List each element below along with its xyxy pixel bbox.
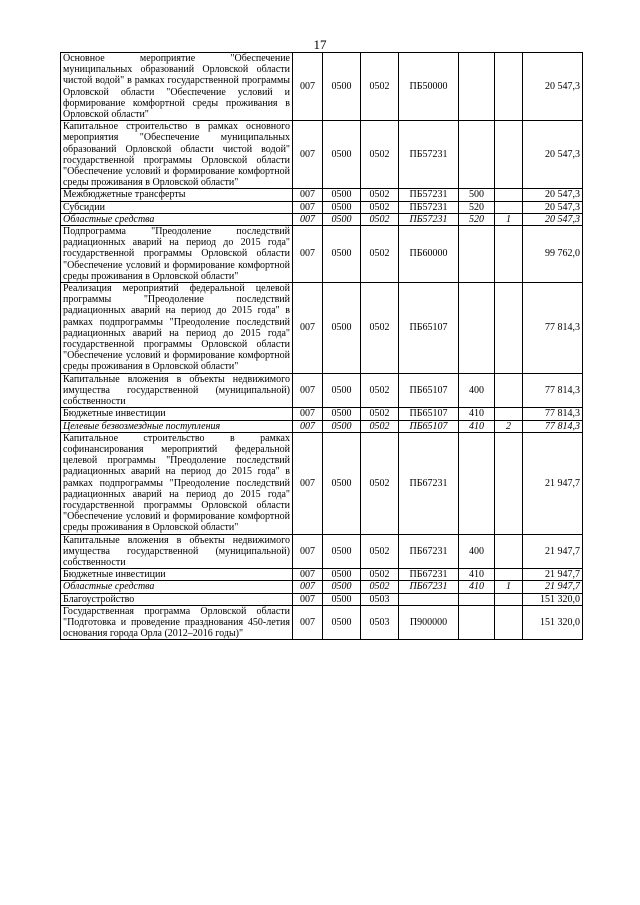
section-code-cell: 0500	[323, 226, 361, 283]
target-article-cell: ПБ50000	[399, 53, 459, 121]
expense-type-cell: 410	[459, 581, 495, 593]
row-name-cell: Областные средства	[61, 213, 293, 225]
subsection-code-cell: 0502	[361, 534, 399, 569]
target-article-cell: ПБ67231	[399, 581, 459, 593]
source-code-cell	[495, 226, 523, 283]
expense-type-cell	[459, 121, 495, 189]
budget-table-body	[61, 53, 583, 640]
section-code-cell: 0500	[323, 189, 361, 201]
table-row	[61, 213, 583, 225]
amount-cell: 77 814,3	[523, 420, 583, 432]
section-code-cell: 0500	[323, 432, 361, 534]
amount-cell: 20 547,3	[523, 189, 583, 201]
amount-cell: 21 947,7	[523, 534, 583, 569]
expense-type-cell	[459, 432, 495, 534]
ministry-code-cell: 007	[293, 283, 323, 374]
source-code-cell	[495, 373, 523, 408]
target-article-cell: ПБ60000	[399, 226, 459, 283]
section-code-cell: 0500	[323, 408, 361, 420]
subsection-code-cell: 0502	[361, 408, 399, 420]
section-code-cell: 0500	[323, 420, 361, 432]
row-name-cell: Капитальные вложения в объекты недвижимого имущества государственной (муниципальной) собственности	[61, 534, 293, 569]
amount-cell: 21 947,7	[523, 432, 583, 534]
subsection-code-cell: 0502	[361, 201, 399, 213]
source-code-cell	[495, 408, 523, 420]
source-code-cell	[495, 605, 523, 640]
section-code-cell: 0500	[323, 593, 361, 605]
subsection-code-cell: 0502	[361, 581, 399, 593]
ministry-code-cell: 007	[293, 121, 323, 189]
target-article-cell: ПБ65107	[399, 373, 459, 408]
source-code-cell	[495, 121, 523, 189]
row-name-cell: Капитальное строительство в рамках софинансирования мероприятий федеральной целевой программы "Преодоление последствий радиационных аварий на период до 2015 года" в рамках подпрограммы "Преодоление последствий радиационных аварий на период до 2015 года" государственной программы Орловской области "Обеспечение условий и формирование комфортной среды проживания в Орловской области"	[61, 432, 293, 534]
table-row	[61, 408, 583, 420]
expense-type-cell	[459, 53, 495, 121]
expense-type-cell: 400	[459, 534, 495, 569]
table-row	[61, 581, 583, 593]
section-code-cell: 0500	[323, 121, 361, 189]
expense-type-cell	[459, 593, 495, 605]
table-row	[61, 569, 583, 581]
source-code-cell	[495, 283, 523, 374]
subsection-code-cell: 0502	[361, 283, 399, 374]
source-code-cell	[495, 53, 523, 121]
target-article-cell: ПБ65107	[399, 408, 459, 420]
target-article-cell: П900000	[399, 605, 459, 640]
target-article-cell: ПБ67231	[399, 432, 459, 534]
table-row	[61, 226, 583, 283]
subsection-code-cell: 0502	[361, 121, 399, 189]
table-row	[61, 605, 583, 640]
subsection-code-cell: 0502	[361, 189, 399, 201]
ministry-code-cell: 007	[293, 420, 323, 432]
table-row	[61, 283, 583, 374]
page-number: 17	[313, 37, 327, 52]
row-name-cell: Основное мероприятие "Обеспечение муниципальных образований Орловской области чистой водой" в рамках государственной программы Орловской области "Обеспечение условий и формирование комфортной среды проживания в Орловской области"	[61, 53, 293, 121]
source-code-cell	[495, 569, 523, 581]
target-article-cell: ПБ67231	[399, 569, 459, 581]
amount-cell: 20 547,3	[523, 213, 583, 225]
table-row	[61, 593, 583, 605]
ministry-code-cell: 007	[293, 201, 323, 213]
amount-cell: 77 814,3	[523, 283, 583, 374]
ministry-code-cell: 007	[293, 408, 323, 420]
row-name-cell: Областные средства	[61, 581, 293, 593]
source-code-cell	[495, 593, 523, 605]
ministry-code-cell: 007	[293, 569, 323, 581]
source-code-cell	[495, 189, 523, 201]
subsection-code-cell: 0503	[361, 593, 399, 605]
section-code-cell: 0500	[323, 373, 361, 408]
row-name-cell: Благоустройство	[61, 593, 293, 605]
row-name-cell: Государственная программа Орловской области "Подготовка и проведение празднования 450-летия основания города Орла (2012–2016 годы)"	[61, 605, 293, 640]
subsection-code-cell: 0502	[361, 226, 399, 283]
source-code-cell: 1	[495, 581, 523, 593]
ministry-code-cell: 007	[293, 213, 323, 225]
amount-cell: 151 320,0	[523, 593, 583, 605]
amount-cell: 99 762,0	[523, 226, 583, 283]
expense-type-cell: 410	[459, 408, 495, 420]
table-row	[61, 373, 583, 408]
ministry-code-cell: 007	[293, 226, 323, 283]
row-name-cell: Подпрограмма "Преодоление последствий радиационных аварий на период до 2015 года" государственной программы Орловской области "Обеспечение условий и формирование комфортной среды проживания в Орловской области"	[61, 226, 293, 283]
ministry-code-cell: 007	[293, 53, 323, 121]
table-row	[61, 201, 583, 213]
ministry-code-cell: 007	[293, 593, 323, 605]
row-name-cell: Межбюджетные трансферты	[61, 189, 293, 201]
subsection-code-cell: 0502	[361, 373, 399, 408]
amount-cell: 77 814,3	[523, 373, 583, 408]
row-name-cell: Капитальное строительство в рамках основного мероприятия "Обеспечение муниципальных образований Орловской области чистой водой" государственной программы Орловской области "Обеспечение условий и формирование комфортной среды проживания в Орловской области"	[61, 121, 293, 189]
table-row	[61, 189, 583, 201]
source-code-cell	[495, 201, 523, 213]
row-name-cell: Бюджетные инвестиции	[61, 408, 293, 420]
subsection-code-cell: 0502	[361, 432, 399, 534]
ministry-code-cell: 007	[293, 189, 323, 201]
amount-cell: 21 947,7	[523, 569, 583, 581]
source-code-cell: 2	[495, 420, 523, 432]
amount-cell: 20 547,3	[523, 201, 583, 213]
amount-cell: 20 547,3	[523, 53, 583, 121]
subsection-code-cell: 0502	[361, 569, 399, 581]
amount-cell: 77 814,3	[523, 408, 583, 420]
ministry-code-cell: 007	[293, 581, 323, 593]
table-row	[61, 121, 583, 189]
table-row	[61, 534, 583, 569]
expense-type-cell: 520	[459, 201, 495, 213]
subsection-code-cell: 0503	[361, 605, 399, 640]
ministry-code-cell: 007	[293, 534, 323, 569]
subsection-code-cell: 0502	[361, 213, 399, 225]
target-article-cell	[399, 593, 459, 605]
row-name-cell: Бюджетные инвестиции	[61, 569, 293, 581]
expense-type-cell: 500	[459, 189, 495, 201]
section-code-cell: 0500	[323, 283, 361, 374]
source-code-cell: 1	[495, 213, 523, 225]
expense-type-cell: 400	[459, 373, 495, 408]
target-article-cell: ПБ57231	[399, 189, 459, 201]
row-name-cell: Целевые безвозмездные поступления	[61, 420, 293, 432]
section-code-cell: 0500	[323, 213, 361, 225]
expense-type-cell	[459, 226, 495, 283]
section-code-cell: 0500	[323, 534, 361, 569]
expense-type-cell: 410	[459, 420, 495, 432]
subsection-code-cell: 0502	[361, 53, 399, 121]
target-article-cell: ПБ65107	[399, 283, 459, 374]
table-row	[61, 53, 583, 121]
ministry-code-cell: 007	[293, 432, 323, 534]
section-code-cell: 0500	[323, 201, 361, 213]
table-row	[61, 420, 583, 432]
row-name-cell: Субсидии	[61, 201, 293, 213]
section-code-cell: 0500	[323, 581, 361, 593]
target-article-cell: ПБ57231	[399, 121, 459, 189]
expense-type-cell: 520	[459, 213, 495, 225]
ministry-code-cell: 007	[293, 605, 323, 640]
amount-cell: 21 947,7	[523, 581, 583, 593]
expense-type-cell: 410	[459, 569, 495, 581]
amount-cell: 20 547,3	[523, 121, 583, 189]
expense-type-cell	[459, 283, 495, 374]
source-code-cell	[495, 534, 523, 569]
source-code-cell	[495, 432, 523, 534]
section-code-cell: 0500	[323, 569, 361, 581]
section-code-cell: 0500	[323, 53, 361, 121]
ministry-code-cell: 007	[293, 373, 323, 408]
amount-cell: 151 320,0	[523, 605, 583, 640]
target-article-cell: ПБ67231	[399, 534, 459, 569]
target-article-cell: ПБ57231	[399, 201, 459, 213]
target-article-cell: ПБ65107	[399, 420, 459, 432]
expense-type-cell	[459, 605, 495, 640]
row-name-cell: Капитальные вложения в объекты недвижимого имущества государственной (муниципальной) собственности	[61, 373, 293, 408]
table-row	[61, 432, 583, 534]
row-name-cell: Реализация мероприятий федеральной целевой программы "Преодоление последствий радиационных аварий на период до 2015 года" в рамках подпрограммы "Преодоление последствий радиационных аварий на период до 2015 года" государственной программы Орловской области "Обеспечение условий и формирование комфортной среды проживания в Орловской области"	[61, 283, 293, 374]
target-article-cell: ПБ57231	[399, 213, 459, 225]
section-code-cell: 0500	[323, 605, 361, 640]
subsection-code-cell: 0502	[361, 420, 399, 432]
budget-table	[60, 52, 583, 640]
